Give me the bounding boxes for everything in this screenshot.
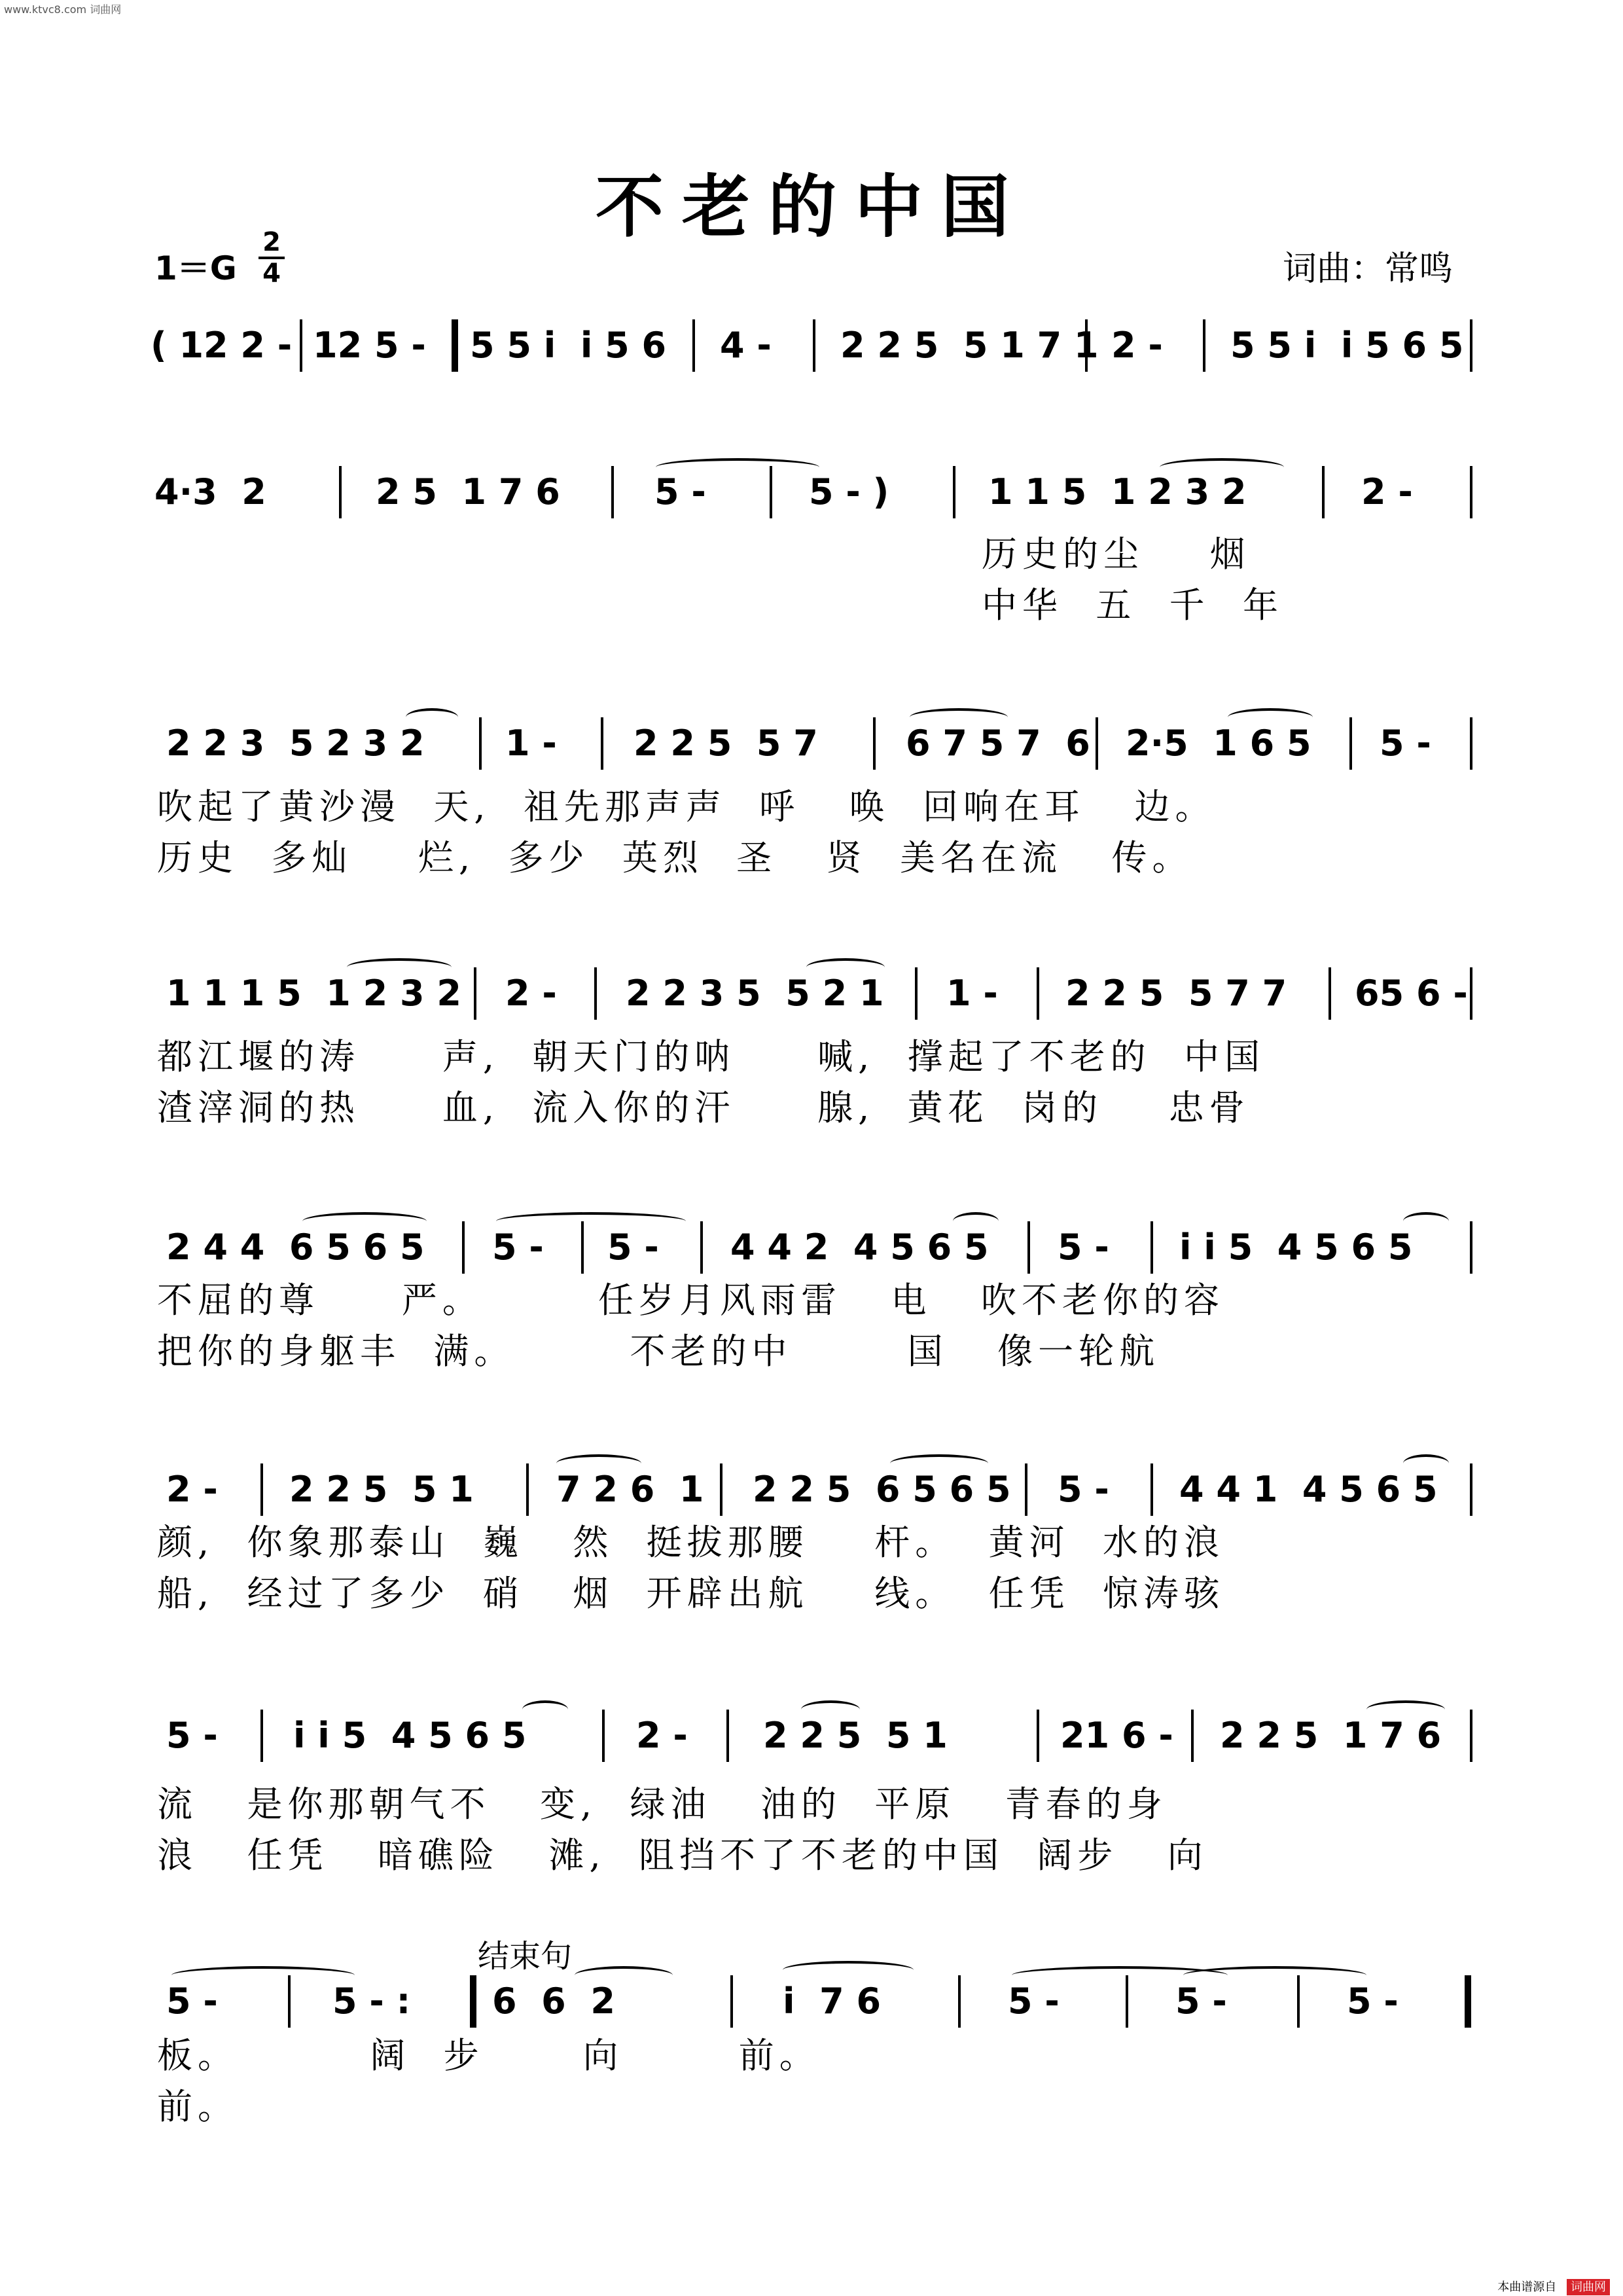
site-watermark: www.ktvc8.com 词曲网: [4, 3, 122, 16]
measure: 5 -: [1175, 1981, 1227, 2022]
measure: 2 2 5 5 7: [633, 723, 818, 764]
lyrics-verse-1: 都江堰的涛 声, 朝天门的呐 喊, 撑起了不老的 中国: [157, 1036, 1265, 1077]
measure: 4 4 2 4 5 6 5: [730, 1227, 989, 1268]
lyrics-verse-1: 流 是你那朝气不 变, 绿油 油的 平原 青春的身: [157, 1784, 1168, 1825]
measure: 2 -: [636, 1715, 688, 1756]
measure: 5 -: [607, 1227, 659, 1268]
measure: 2 2 5 1 7 6: [1220, 1715, 1442, 1756]
measure: 1 1 1 5 1 2 3 2: [166, 973, 461, 1014]
lyrics-verse-2: 历史 多灿 烂, 多少 英烈 圣 贤 美名在流 传。: [157, 837, 1193, 878]
measure: 2 -: [1111, 325, 1163, 366]
score-line-5: [0, 1221, 1623, 1274]
measure: 21 6 -: [1060, 1715, 1173, 1756]
score-line-6: [0, 1463, 1623, 1516]
measure: 6 6 2: [492, 1981, 615, 2022]
measure: ( 12 2 -: [151, 325, 293, 366]
measure: 1 -: [505, 723, 557, 764]
footer-site-badge: 词曲网: [1567, 2279, 1610, 2295]
measure: 5 - ): [809, 471, 889, 512]
lyrics-verse-1: 吹起了黄沙漫 天, 祖先那声声 呼 唤 回响在耳 边。: [157, 786, 1216, 827]
lyrics-verse-2: 把你的身躯丰 满。 不老的中 国 像一轮航: [157, 1331, 1160, 1372]
measure: 7 2 6 1: [556, 1469, 704, 1510]
measure: 4 4 1 4 5 6 5: [1179, 1469, 1438, 1510]
lyrics-verse-2: 渣滓洞的热 血, 流入你的汗 腺, 黄花 岗的 忠骨: [157, 1087, 1250, 1128]
key-signature: 1＝G: [154, 249, 237, 287]
lyrics-verse-1: 不屈的尊 严。 任岁月风雨雷 电 吹不老你的容: [157, 1280, 1224, 1321]
lyrics-verse-1: 历史的尘 烟: [982, 533, 1251, 575]
measure: 2 2 3 5 5 2 1: [626, 973, 884, 1014]
ending-label: 结束句: [478, 1938, 573, 1975]
measure: 2·5 1 6 5: [1126, 723, 1311, 764]
measure: 2 2 3 5 2 3 2: [166, 723, 425, 764]
lyrics-verse-2: 前。: [157, 2086, 238, 2127]
measure: 5 -: [166, 1981, 218, 2022]
measure: 2 5 1 7 6: [376, 471, 560, 512]
measure: 5 5 i i 5 6 5: [1230, 325, 1464, 366]
measure: 6 7 5 7 6: [906, 723, 1090, 764]
measure: 1 -: [946, 973, 998, 1014]
measure: 5 -: [1058, 1469, 1109, 1510]
measure: 4 -: [720, 325, 772, 366]
measure: 2 4 4 6 5 6 5: [166, 1227, 425, 1268]
measure: 5 -: [1347, 1981, 1399, 2022]
measure: 2 2 5 5 1: [763, 1715, 948, 1756]
lyrics-verse-1: 板。 阔 步 向 前。: [157, 2035, 820, 2076]
measure: 2 2 5 5 1: [289, 1469, 474, 1510]
measure: 5 - :: [332, 1981, 411, 2022]
measure: 2 2 5 5 1 7 1: [840, 325, 1099, 366]
lyrics-verse-2: 船, 经过了多少 硝 烟 开辟出航 线。 任凭 惊涛骇: [157, 1573, 1224, 1614]
measure: 1 1 5 1 2 3 2: [988, 471, 1247, 512]
score-line-3: [0, 717, 1623, 770]
measure: 2 -: [166, 1469, 218, 1510]
measure: 5 -: [166, 1715, 218, 1756]
lyrics-verse-2: 中华 五 千 年: [982, 584, 1283, 626]
lyrics-verse-2: 浪 任凭 暗礁险 滩, 阻挡不了不老的中国 阔步 向: [157, 1835, 1208, 1876]
author-credit: 词曲：常鸣: [1283, 249, 1454, 289]
measure: 4·3 2: [154, 471, 266, 512]
measure: 2 -: [505, 973, 557, 1014]
measure: 2 2 5 6 5 6 5: [753, 1469, 1011, 1510]
footer-source-text: 本曲谱源自: [1497, 2280, 1557, 2294]
lyrics-verse-1: 颜, 你象那泰山 巍 然 挺拔那腰 杆。 黄河 水的浪: [157, 1522, 1224, 1563]
meter-bottom: 4: [262, 259, 281, 289]
time-signature: [259, 229, 285, 287]
measure: 5 -: [1380, 723, 1431, 764]
song-title: 不老的中国: [595, 166, 1027, 247]
measure: 2 -: [1361, 471, 1413, 512]
score-line-1: [0, 319, 1623, 372]
measure: 5 -: [1008, 1981, 1060, 2022]
measure: 5 -: [492, 1227, 544, 1268]
measure: 5 -: [654, 471, 706, 512]
meter-top: 2: [262, 227, 281, 257]
measure: i 7 6: [783, 1981, 882, 2022]
source-footer: [1497, 2278, 1610, 2295]
measure: 5 5 i i 5 6: [470, 325, 667, 366]
measure: i i 5 4 5 6 5: [293, 1715, 527, 1756]
measure: 5 -: [1058, 1227, 1109, 1268]
measure: 12 5 -: [313, 325, 426, 366]
measure: i i 5 4 5 6 5: [1179, 1227, 1413, 1268]
measure: 65 6 -: [1355, 973, 1468, 1014]
measure: 2 2 5 5 7 7: [1065, 973, 1287, 1014]
